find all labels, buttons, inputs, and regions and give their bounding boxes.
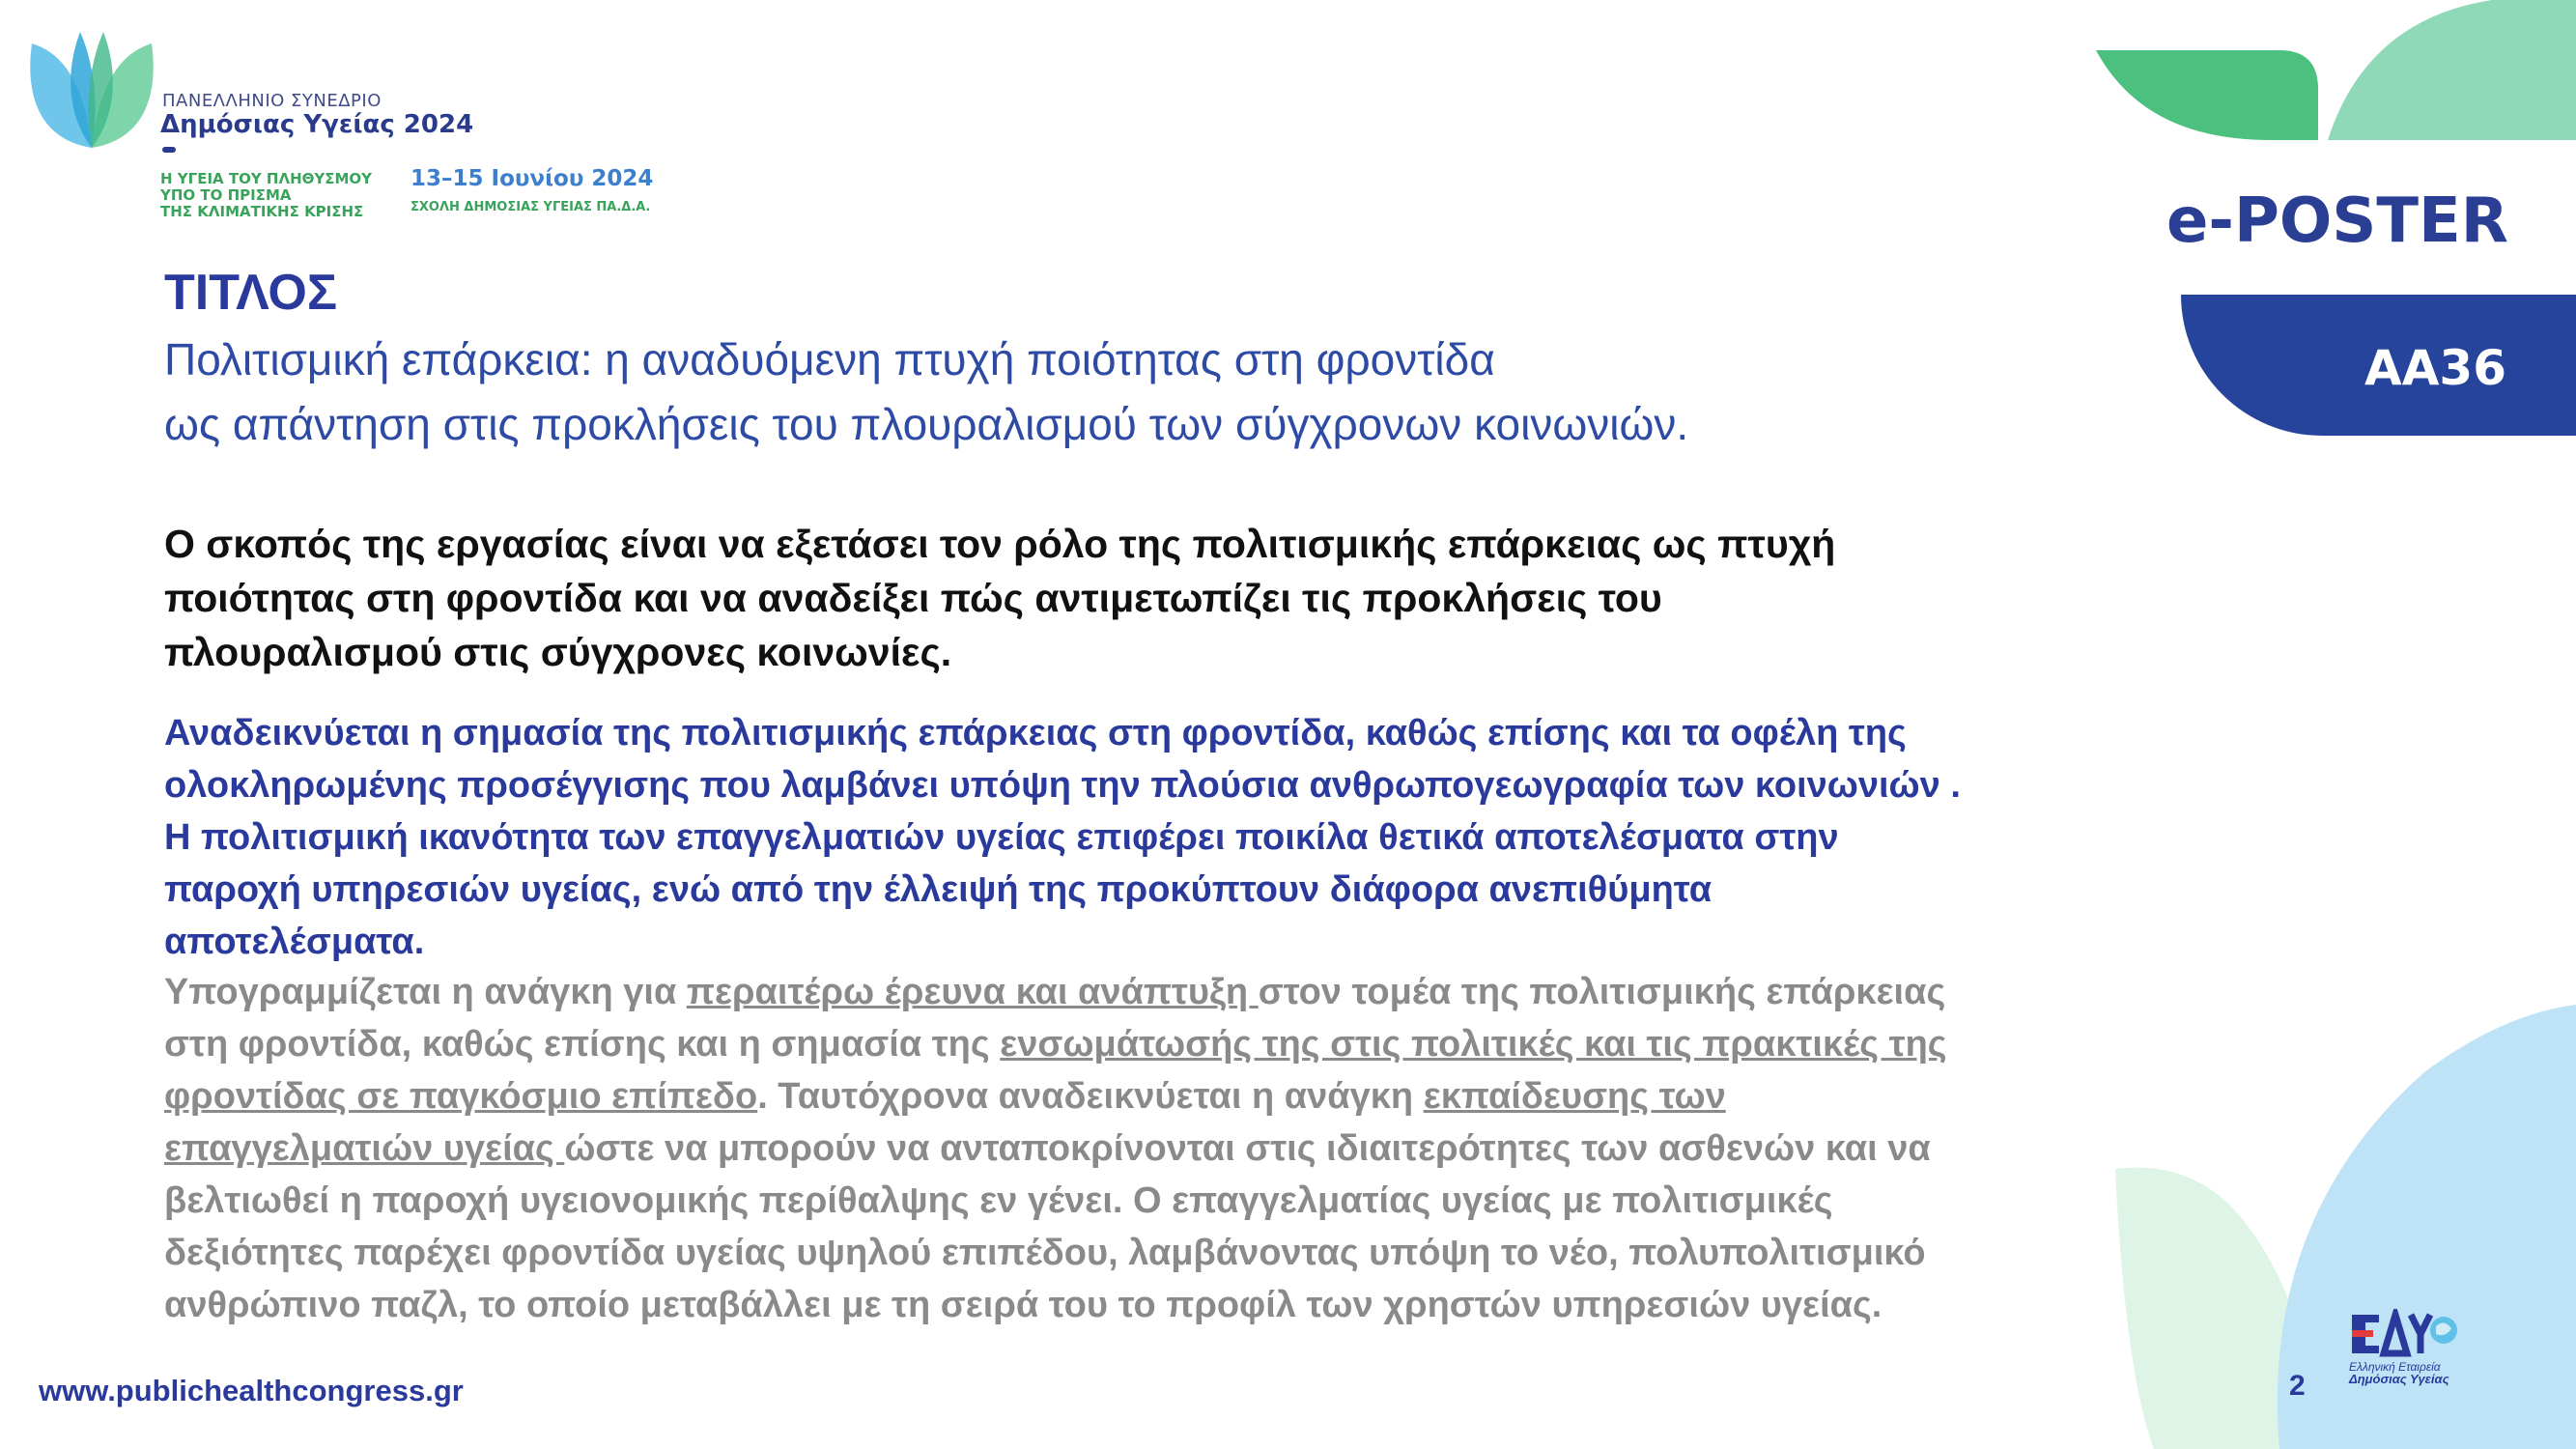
website-link[interactable]: www.publichealthcongress.gr (39, 1374, 464, 1407)
findings-line: Η πολιτισμική ικανότητα των επαγγελματιών υγείας επιφέρει ποικίλα θετικά αποτελέσματα στην (164, 817, 1839, 858)
conference-venue: ΣΧΟΛΗ ΔΗΜΟΣΙΑΣ ΥΓΕΙΑΣ ΠΑ.Δ.Α. (410, 200, 651, 214)
findings-line: παροχή υπηρεσιών υγείας, ενώ από την έλλειψή της προκύπτουν διάφορα ανεπιθύμητα (164, 869, 1713, 910)
title-line: ως απάντηση στις προκλήσεις του πλουραλισμού των σύγχρονων κοινωνιών. (164, 399, 1689, 449)
conclusions-line (164, 966, 2337, 1018)
conclusions-line: βελτιωθεί η παροχή υγειονομικής περίθαλψης εν γένει. Ο επαγγελματίας υγείας με πολιτισμικές (164, 1180, 1833, 1221)
conclusions-paragraph (164, 966, 2337, 1331)
conference-subtitle: ΠΑΝΕΛΛΗΝΙΟ ΣΥΝΕΔΡΙΟ (162, 91, 382, 111)
aim-line: Ο σκοπός της εργασίας είναι να εξετάσει τον ρόλο της πολιτισμικής επάρκειας ως πτυχή (164, 522, 1836, 566)
page-number: 2 (2289, 1370, 2306, 1402)
findings-line: αποτελέσματα. (164, 922, 425, 962)
text: στον τομέα της πολιτισμικής επάρκειας (1258, 972, 1946, 1012)
underlined-text: ενσωμάτωσής της στις πολιτικές και τις πρακτικές της (1000, 1024, 1947, 1065)
text: Υπογραμμίζεται η ανάγκη για (164, 972, 687, 1012)
underlined-text: εκπαίδευσης των (1423, 1076, 1726, 1117)
conclusions-line (164, 1122, 2337, 1175)
org-name-line: Ελληνική Εταιρεία (2349, 1360, 2441, 1374)
theme-line: Η ΥΓΕΙΑ ΤΟΥ ΠΛΗΘΥΣΜΟΥ (160, 170, 373, 187)
conclusions-line: ανθρώπινο παζλ, το οποίο μεταβάλλει με τη σειρά του το προφίλ των χρηστών υπηρεσιών υγείας. (164, 1285, 1882, 1325)
theme-line: ΤΗΣ ΚΛΙΜΑΤΙΚΗΣ ΚΡΙΣΗΣ (160, 203, 364, 220)
conclusions-line (164, 1070, 2337, 1122)
divider (162, 147, 176, 153)
underlined-text: φροντίδας σε παγκόσμιο επίπεδο (164, 1076, 758, 1117)
org-name-line: Δημόσιας Υγείας (2349, 1372, 2449, 1386)
conference-name: Δημόσιας Υγείας 2024 (160, 110, 474, 139)
findings-paragraph (164, 707, 2337, 968)
conference-dates: 13–15 Ιουνίου 2024 (410, 166, 654, 191)
conclusions-line (164, 1018, 2337, 1070)
conclusions-line: δεξιότητες παρέχει φροντίδα υγείας υψηλού επιπέδου, λαμβάνοντας υπόψη το νέο, πολυπολιτισμικό (164, 1233, 1926, 1273)
leaf-decoration-icon (2086, 0, 2576, 145)
aim-line: πλουραλισμού στις σύγχρονες κοινωνίες. (164, 630, 952, 674)
conference-logo-icon (24, 24, 159, 150)
text: στη φροντίδα, καθώς επίσης και η σημασία της (164, 1024, 1001, 1065)
poster-type-label: e-POSTER (2166, 185, 2508, 257)
text: ώστε να μπορούν να ανταποκρίνονται στις ιδιαιτερότητες των ασθενών και να (564, 1128, 1931, 1169)
poster-code: ΑΑ36 (2364, 340, 2506, 396)
title-line: Πολιτισμική επάρκεια: η αναδυόμενη πτυχή ποιότητας στη φροντίδα (164, 334, 1495, 384)
underlined-text: περαιτέρω έρευνα και ανάπτυξη (686, 972, 1259, 1012)
findings-line: Αναδεικνύεται η σημασία της πολιτισμικής επάρκειας στη φροντίδα, καθώς επίσης και τα οφέλη της (164, 713, 1907, 753)
underlined-text: επαγγελματιών υγείας (164, 1128, 565, 1169)
theme-line: ΥΠΟ ΤΟ ΠΡΙΣΜΑ (160, 186, 292, 204)
conference-theme (160, 171, 372, 220)
aim-line: ποιότητας στη φροντίδα και να αναδείξει πώς αντιμετωπίζει τις προκλήσεις του (164, 576, 1662, 620)
title-label: ΤΙΤΛΟΣ (164, 265, 338, 321)
text: . Ταυτόχρονα αναδεικνύεται η ανάγκη (757, 1076, 1424, 1117)
aim-paragraph (164, 517, 2337, 679)
findings-line: ολοκληρωμένης προσέγγισης που λαμβάνει υπόψη την πλούσια ανθρωπογεωγραφία των κοινωνιών . (164, 765, 1961, 806)
